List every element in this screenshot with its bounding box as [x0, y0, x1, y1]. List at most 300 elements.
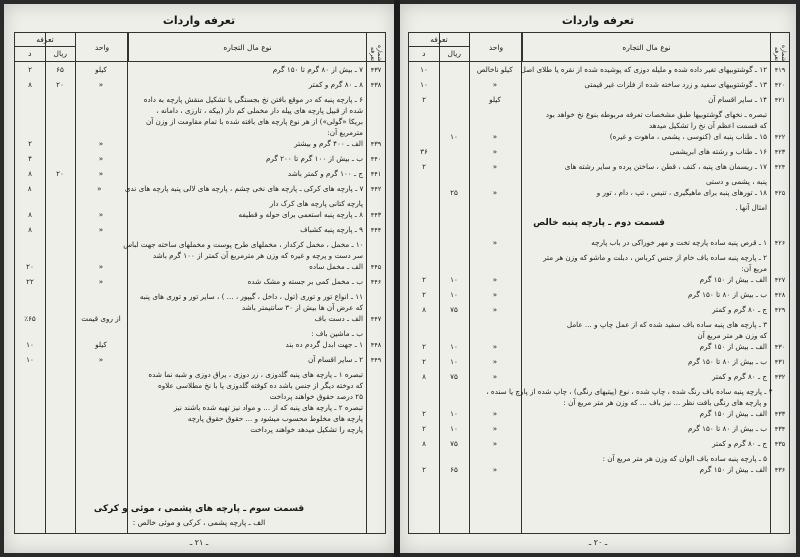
col-rate-rial: ريال [439, 47, 470, 61]
unit-cell [469, 398, 521, 408]
rate-rial [439, 95, 469, 105]
col-goods-type: نوع مال التجاره [128, 33, 366, 61]
rate-rial [45, 381, 75, 391]
table-row [15, 370, 385, 380]
table-row [409, 465, 789, 475]
tariff-number: ۴۲۷ [774, 276, 786, 284]
goods-description: الف ـ بیش از ۱۵۰ گرم [699, 342, 767, 351]
rate-dinar [15, 329, 45, 339]
col-rate-dinar: د [28, 49, 32, 58]
goods-description: تبصره ـ نخهای گوشتوبیها طبق مشخصات تعرفه مربوطه بنوع نخ خواهد بود [545, 110, 767, 119]
rate-dinar: ۲ [28, 65, 32, 74]
goods-description: که دوخته دیگر از جنس باشد ده کوفته گلدوزی یا با نخ مطلاسی علاوه [157, 381, 363, 390]
tariff-number [367, 381, 385, 391]
table-row [15, 154, 385, 164]
rate-rial: ۶۵ [450, 465, 458, 474]
tariff-number [777, 387, 789, 397]
rate-dinar [15, 117, 45, 127]
rate-dinar [409, 398, 439, 408]
rate-rial [45, 414, 75, 424]
unit-cell: « [492, 275, 498, 284]
rate-rial [45, 425, 75, 435]
rate-dinar: ۸ [422, 372, 426, 381]
rate-rial [45, 277, 75, 287]
tariff-number [771, 203, 789, 213]
rate-rial [439, 264, 469, 274]
left-page-number: ـ ۲۱ ـ [189, 538, 209, 547]
tariff-number: ۴۴۴ [370, 226, 382, 234]
table-row [15, 381, 385, 391]
tariff-number [367, 414, 385, 424]
goods-description: ۱۷ ـ ریسمان های پنبه ، کنف ، قطن ، ساختن پرده و سایر رشته های [564, 162, 767, 171]
unit-cell [75, 95, 127, 105]
table-row [15, 262, 385, 272]
rate-rial: ۱۰ [450, 424, 458, 433]
col-goods-type: نوع مال التجاره [522, 33, 770, 61]
rate-rial [45, 303, 75, 313]
goods-description: ج ـ ۱۰۰ گرم و کمتر باشد [287, 169, 363, 178]
rate-rial [45, 117, 75, 127]
rate-rial [45, 95, 75, 105]
goods-description: که عرض آن ها بیش از ۳۰ سانتیمتر باشد [241, 303, 363, 312]
unit-cell: « [97, 184, 102, 193]
unit-cell: « [492, 80, 498, 89]
goods-description: ۳ ـ پارچه های پنبه ساده باف سفید شده که از عمل چاپ و ... عامل [566, 320, 767, 329]
rate-rial [45, 210, 75, 220]
table-row [15, 199, 385, 209]
rate-dinar: ۲ [422, 357, 426, 366]
rate-dinar: ۸ [28, 225, 32, 234]
tariff-number: ۴۱۹ [774, 66, 786, 74]
rate-dinar [409, 320, 439, 330]
goods-description: که قسمت اعظم آن نخ را تشکیل میدهد [648, 121, 767, 130]
goods-description: ب ـ ماشین باف : [311, 329, 363, 338]
tariff-number [771, 398, 789, 408]
rate-rial [439, 238, 469, 248]
goods-description: پارچه را تشکیل میدهد خواهند پرداخت [250, 425, 363, 434]
rate-dinar [409, 177, 439, 187]
tariff-number: ۴۳۹ [370, 140, 382, 148]
goods-description: ج ـ ۸۰ گرم و کمتر [712, 305, 767, 314]
table-row [15, 210, 385, 220]
rate-rial [45, 199, 75, 209]
goods-description: شده از قبیل پارچه های پیله دار مخملی کم دار (بیکه ، تارزی ، دامانه ، [156, 106, 363, 115]
unit-cell: « [492, 342, 498, 351]
rate-rial [45, 355, 75, 365]
table-row [409, 253, 789, 263]
rate-rial: ۲۰ [56, 169, 64, 178]
rate-dinar: ۲ [422, 409, 426, 418]
unit-cell [469, 110, 521, 120]
rate-dinar: ۲ [422, 290, 426, 299]
unit-cell [75, 392, 127, 402]
rate-dinar: ۱۰ [420, 65, 428, 74]
tariff-number [771, 331, 789, 341]
rate-rial [439, 147, 469, 157]
rate-dinar [409, 387, 430, 397]
tariff-number: ۴۴۸ [370, 341, 382, 349]
table-row [409, 65, 789, 75]
rate-rial [44, 240, 73, 250]
rate-dinar: ۲ [422, 342, 426, 351]
tariff-number: ۴۳۱ [774, 358, 786, 366]
goods-description: که وزن هر متر مربع آن [697, 331, 767, 340]
unit-cell: « [492, 238, 498, 247]
unit-cell: « [98, 355, 104, 364]
unit-cell: کیلو [95, 65, 107, 74]
tariff-number: ۴۴۵ [370, 263, 382, 271]
table-row [409, 121, 789, 131]
unit-cell [73, 240, 123, 250]
unit-cell [75, 414, 127, 424]
col-rate-title: تعرفه [409, 33, 469, 47]
rate-dinar: ۴ [28, 154, 32, 163]
unit-cell: « [492, 188, 498, 197]
tariff-number: ۴۴۶ [370, 278, 382, 286]
unit-cell: « [492, 439, 498, 448]
tariff-number: ۴۴۲ [370, 185, 382, 193]
goods-description: ب ـ بیش از ۸۰ تا ۱۵۰ گرم [687, 290, 767, 299]
unit-cell: « [492, 305, 498, 314]
rate-dinar [15, 303, 45, 313]
unit-cell [469, 320, 521, 330]
rate-dinar [409, 238, 439, 248]
unit-cell [75, 303, 127, 313]
left-tariff-table [14, 32, 386, 534]
tariff-number [367, 425, 385, 435]
table-row [15, 106, 385, 116]
tariff-number [367, 303, 385, 313]
table-row [15, 184, 385, 194]
rate-rial: ۱۰ [450, 342, 458, 351]
rate-dinar: ۱۰ [420, 80, 428, 89]
goods-description: ج ـ ۸۰ گرم و کمتر [712, 372, 767, 381]
table-row [15, 95, 385, 105]
rate-dinar: ۲ [422, 465, 426, 474]
table-row [409, 454, 789, 464]
unit-cell: « [492, 424, 498, 433]
rate-rial: ۱۰ [450, 275, 458, 284]
unit-cell: « [492, 409, 498, 418]
rate-rial: ۷۵ [450, 305, 458, 314]
table-row [409, 398, 789, 408]
tariff-number: ۴۳۳ [774, 410, 786, 418]
rate-rial [45, 403, 75, 413]
rate-dinar: ۲ [28, 139, 32, 148]
rate-dinar: ۲ [422, 424, 426, 433]
rate-rial [439, 121, 469, 131]
unit-cell [469, 177, 521, 187]
rate-dinar: ۲ [422, 95, 426, 104]
rate-dinar [15, 95, 45, 105]
rate-dinar [15, 240, 44, 250]
rate-dinar [409, 110, 439, 120]
table-row [409, 320, 789, 330]
goods-description: پارچه های مخلوط محسوب میشود و ... حقوق حقوق پارچه [187, 414, 363, 423]
goods-description: الف ـ مخمل ساده [309, 262, 363, 271]
unit-cell [75, 106, 127, 116]
tariff-number [367, 370, 385, 380]
rate-dinar [409, 188, 439, 198]
tariff-number [771, 320, 789, 330]
unit-cell: « [98, 169, 104, 178]
unit-cell: از روی قیمت [81, 314, 121, 323]
rate-rial [45, 251, 75, 261]
table-row [15, 169, 385, 179]
rate-rial [45, 106, 75, 116]
goods-description: ۱ ـ جهت ابدل گردم ده بند [285, 340, 363, 349]
unit-cell: « [98, 210, 104, 219]
unit-cell: « [492, 147, 498, 156]
goods-description: ب ـ مخمل کمی بر جسته و مشک شده [247, 277, 363, 286]
unit-cell [450, 387, 486, 397]
table-row [409, 290, 789, 300]
tariff-number: ۴۴۳ [370, 211, 382, 219]
goods-description: تبصره ۱ ـ پارچه های پنبه گلدوزی ، زر دوزی ، یراق دوزی و شبه نما شده [148, 370, 363, 379]
table-row [15, 277, 385, 287]
rate-dinar [409, 264, 439, 274]
unit-cell [469, 253, 521, 263]
table-row [15, 292, 385, 302]
table-row [15, 251, 385, 261]
table-row [409, 95, 789, 105]
table-row [15, 80, 385, 90]
tariff-number: ۴۳۵ [774, 440, 786, 448]
rate-rial [439, 398, 469, 408]
rate-rial: ۶۵ [56, 65, 64, 74]
tariff-number [771, 121, 789, 131]
rate-dinar: ۸ [28, 80, 32, 89]
goods-description: ۱۴ ـ سایر اقسام آن [708, 95, 767, 104]
unit-cell [75, 403, 127, 413]
unit-cell [469, 454, 521, 464]
rate-dinar [15, 199, 45, 209]
unit-cell: « [98, 80, 104, 89]
rate-rial [45, 329, 75, 339]
unit-cell [75, 370, 127, 380]
tariff-number: ۴۳۷ [370, 66, 382, 74]
rate-rial [439, 65, 469, 75]
rate-dinar: ٪۶۵ [24, 314, 36, 323]
rate-rial [45, 340, 75, 350]
right-page-header: تعرفه واردات [561, 14, 635, 27]
rate-rial [45, 262, 75, 272]
goods-description: سر دست و پرچه و غیره که وزن هر مترمربع آن کمتر از ۱۰۰ گرم باشد [152, 251, 363, 260]
rate-rial: ۷۵ [450, 372, 458, 381]
table-row [15, 225, 385, 235]
col-rate-dinar: د [422, 49, 426, 58]
goods-description: و پارچه های رنگی بافت نظر ... نیز باف ... که وزن هر متر مربع آن : [563, 398, 767, 407]
right-table-body [409, 61, 789, 533]
rate-rial: ۱۰ [450, 409, 458, 418]
tariff-number: ۴۴۷ [370, 315, 382, 323]
table-row [15, 240, 385, 250]
unit-cell [75, 117, 127, 127]
table-row [15, 139, 385, 149]
goods-description: ۷ ـ پارچه های کرکی ـ پارچه های نخی چشم ، پارچه های لالی پنبه پارچه های ندی [124, 184, 364, 193]
tariff-number [367, 117, 385, 127]
goods-description: ۱ ـ قرص پنبه ساده پارچه تخت و مهر خوراکی در باب پارچه [591, 238, 767, 247]
table-row [15, 355, 385, 365]
goods-description: بریکا «گولی») از هر نوع پارچه های بافته شده با تمام مقاومت از وزن آن [145, 117, 363, 126]
col-tariff-number: شماره تعرفه [770, 33, 789, 61]
tariff-number [367, 95, 385, 105]
unit-cell [75, 329, 127, 339]
goods-description: ۴ ـ پارچه پنبه ساده باف رنگ شده ، چاپ شده ، نوع (پیتیهای رنگی) ، چاپ شده از پارچ یا سنده ، [486, 387, 773, 396]
rate-rial: ۲۵ [450, 188, 458, 197]
rate-dinar: ۱۰ [26, 340, 34, 349]
left-section-title: قسمت سوم ـ پارچه های پشمی ، موئی و کرکی [93, 504, 305, 514]
table-row [15, 340, 385, 350]
goods-description: ۵ ـ پارچه پنبه ساده باف الوان که وزن هر متر مربع آن : [602, 454, 767, 463]
unit-cell: کیلو ناخالص [476, 65, 513, 74]
table-row [409, 439, 789, 449]
tariff-number [368, 240, 385, 250]
tariff-number: ۴۲۳ [774, 148, 786, 156]
tariff-number: ۴۲۰ [774, 81, 786, 89]
unit-cell: « [492, 290, 498, 299]
rate-dinar: ۳۶ [420, 147, 428, 156]
rate-rial: ۱۰ [450, 132, 458, 141]
col-tariff-number: شماره تعرفه [366, 33, 385, 61]
goods-description: ۲۵ درصد حقوق خواهند پرداخت [269, 392, 363, 401]
tariff-number: ۴۲۹ [774, 306, 786, 314]
goods-description: تبصره ۲ ـ پارچه های پنبه که از ... و مواد نیز تهیه شده باشند نیز [173, 403, 363, 412]
tariff-number: ۴۳۰ [774, 343, 786, 351]
rate-dinar [15, 414, 45, 424]
rate-rial [45, 128, 75, 138]
tariff-number [367, 292, 385, 302]
goods-description: ۱۲ ـ گوشتوبیهای تغیر داده شده و ملیله دوزی که پوشیده شده از نقره یا طلای اصل [520, 65, 768, 74]
rate-rial [45, 292, 75, 302]
rate-dinar [409, 331, 439, 341]
unit-cell: کیلو [95, 340, 107, 349]
table-row [409, 409, 789, 419]
table-row [15, 414, 385, 424]
unit-cell [75, 292, 127, 302]
right-page-number: ـ ۲۰ ـ [588, 538, 608, 547]
tariff-number: ۴۲۱ [774, 96, 786, 104]
unit-cell [469, 331, 521, 341]
rate-dinar: ۲۲ [26, 277, 34, 286]
rate-dinar [15, 128, 45, 138]
rate-rial [45, 225, 75, 235]
goods-description: ب ـ بیش از ۸۰ تا ۱۵۰ گرم [687, 357, 767, 366]
tariff-number [367, 403, 385, 413]
goods-description: ۷ ـ بیش از ۸۰ گرم تا ۱۵۰ گرم [272, 65, 363, 74]
goods-description: ۱۳ ـ گوشتوبیهای سفید و زرد ساخته شده از فلزات غیر قیمتی [584, 80, 767, 89]
tariff-number [771, 177, 789, 187]
goods-description: الف ـ بیش از ۱۵۰ گرم [699, 275, 767, 284]
goods-description: ۸ ـ ۸۰ گرم و کمتر [308, 80, 363, 89]
unit-cell: « [492, 132, 498, 141]
goods-description: ۲ ـ پارچه پنبه ساده باف خام از جنس کرباس ، دبلت و ماشو که وزن هر متر [543, 253, 767, 262]
rate-dinar [15, 425, 45, 435]
goods-description: ۱۶ ـ طناب و رشته های ابریشمی [669, 147, 767, 156]
col-rate-title: تعرفه [15, 33, 75, 47]
left-section-subtitle: الف ـ پارچه پشمی ، کرکی و موئی خالص : [132, 518, 266, 527]
rate-rial [439, 110, 469, 120]
rate-rial: ۱۰ [450, 290, 458, 299]
rate-dinar: ۱۰ [26, 355, 34, 364]
table-row [409, 305, 789, 315]
rate-dinar [409, 253, 439, 263]
goods-description: ۹ ـ پارچه پنبه کشباف [300, 225, 363, 234]
rate-rial [45, 154, 75, 164]
rate-rial: ۲۰ [56, 80, 64, 89]
left-page-header: تعرفه واردات [162, 14, 236, 27]
rate-rial: ۷۵ [450, 439, 458, 448]
right-page [400, 4, 796, 553]
section-title: قسمت دوم ـ پارچه پنبه خالص [533, 218, 665, 228]
table-row [409, 80, 789, 90]
unit-cell [75, 251, 127, 261]
col-unit: واحد [469, 33, 522, 61]
rate-dinar: ۲ [422, 275, 426, 284]
left-page [4, 4, 394, 553]
unit-cell: « [492, 465, 498, 474]
rate-dinar: ۲۰ [26, 262, 34, 271]
table-row [409, 203, 789, 213]
table-row [15, 65, 385, 75]
goods-description: ۱۰ ـ مخمل ، مخمل کرکدار ، مخملهای طرح پوست و مخملهای ساخته جهت لباس [123, 240, 364, 249]
table-row [15, 117, 385, 127]
tariff-number: ۴۲۴ [774, 163, 786, 171]
goods-description: پارچه کتانی پارچه های کرک دار [269, 199, 363, 208]
tariff-number [367, 106, 385, 116]
tariff-number: ۴۲۲ [774, 133, 786, 141]
tariff-number: ۴۲۶ [774, 239, 786, 247]
table-row [15, 314, 385, 324]
rate-rial [45, 370, 75, 380]
goods-description: ج ـ ۸۰ گرم و کمتر [712, 439, 767, 448]
rate-rial [430, 387, 451, 397]
unit-cell: « [98, 154, 104, 163]
rate-dinar [15, 251, 45, 261]
right-tariff-table [408, 32, 790, 534]
tariff-number [771, 264, 789, 274]
rate-dinar: ۸ [27, 184, 32, 193]
tariff-number [367, 392, 385, 402]
rate-rial [439, 80, 469, 90]
unit-cell [469, 203, 521, 213]
rate-rial [439, 177, 469, 187]
rate-dinar [15, 403, 45, 413]
rate-rial [439, 203, 469, 213]
unit-cell: « [98, 262, 104, 271]
unit-cell: « [492, 372, 498, 381]
rate-rial [45, 392, 75, 402]
rate-dinar [409, 203, 439, 213]
goods-description: الف ـ بیش از ۱۵۰ گرم [699, 409, 767, 418]
table-row [409, 147, 789, 157]
goods-description: ۸ ـ پارچه پنبه استعمی برای حوله و قطیفه [238, 210, 363, 219]
table-row [409, 275, 789, 285]
tariff-number [771, 110, 789, 120]
rate-dinar [15, 392, 45, 402]
unit-cell: « [98, 277, 104, 286]
table-row [15, 303, 385, 313]
rate-rial [439, 253, 469, 263]
unit-cell [75, 128, 127, 138]
right-table-header [409, 33, 789, 62]
left-table-header [15, 33, 385, 62]
rate-rial [439, 320, 469, 330]
tariff-number [367, 128, 385, 138]
table-row [15, 425, 385, 435]
rate-dinar: ۲ [422, 162, 426, 171]
rate-dinar [15, 292, 45, 302]
